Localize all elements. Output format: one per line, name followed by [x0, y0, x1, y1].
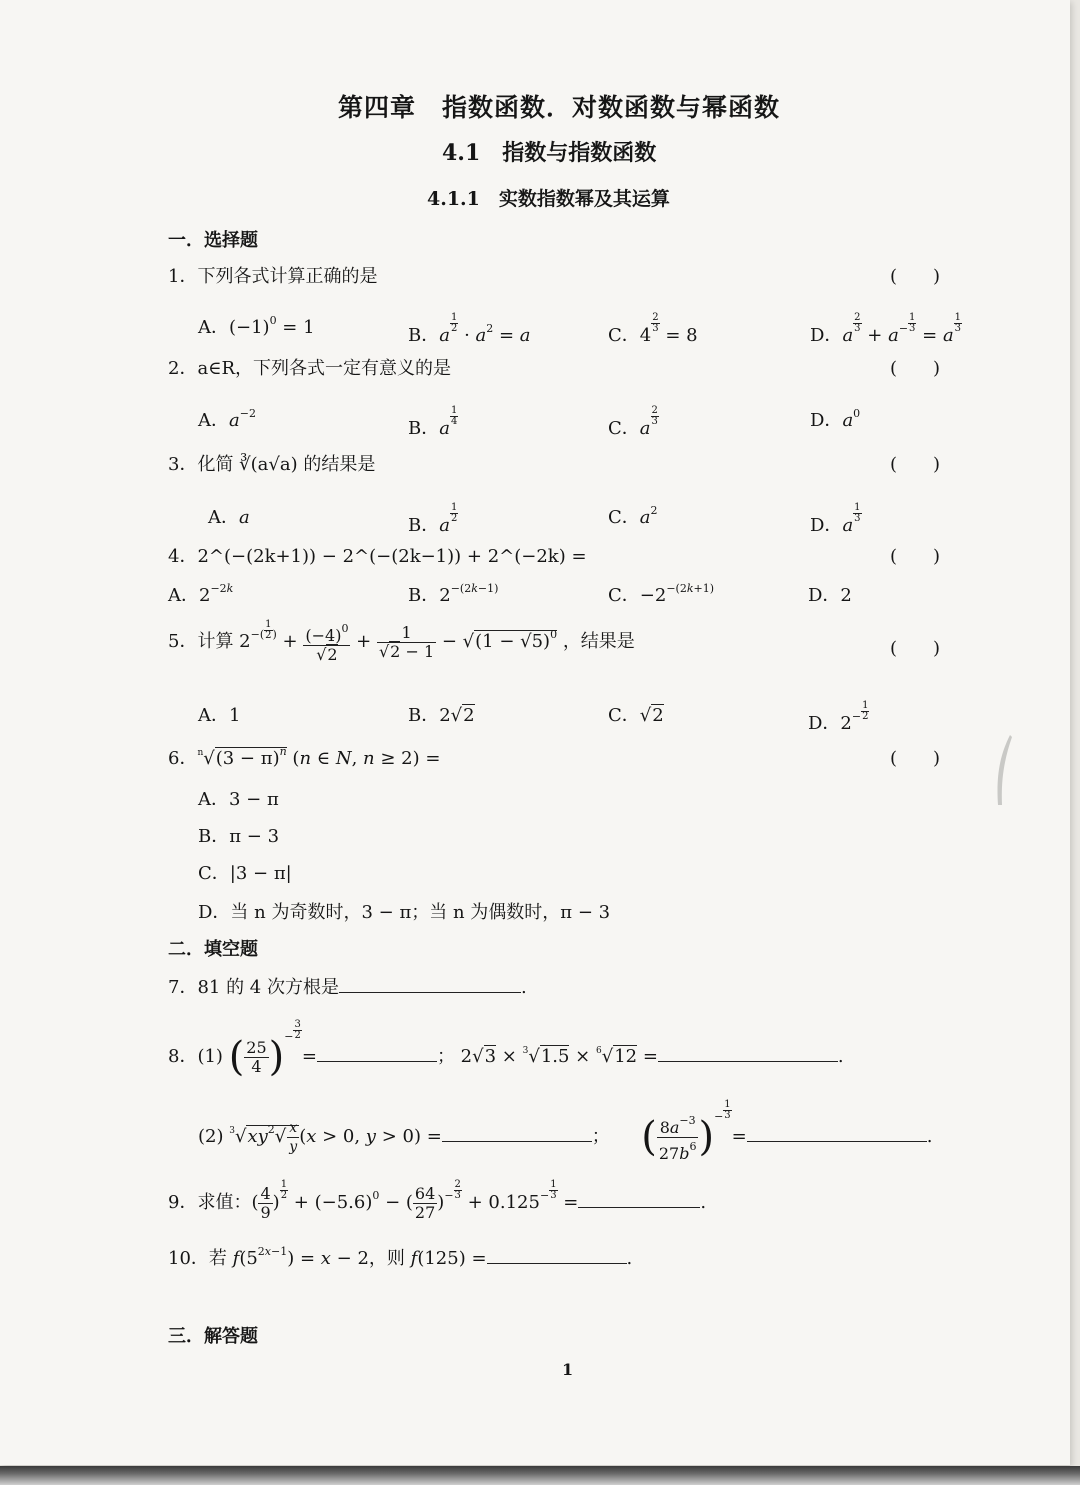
question-7-end: .	[520, 977, 527, 998]
question-7-line	[168, 973, 527, 999]
question-5-prefix: 5．计算	[168, 631, 234, 652]
question-9-line: 9．求值：( $\frac{4}{9}$ ) $\frac{1}{2}$ + $(-5.6)^0$ − ( $\frac{64}{27}$ )− $\frac{2}{3}$ + 0.125− $\frac{1}{3}$ = .	[168, 1179, 707, 1222]
question-3-option-c: C．$a^2$	[608, 504, 658, 528]
question-4-option-c: C．$-2^{-(2k+1)}$	[608, 582, 715, 606]
question-8-part-2: (2) $^3√xy^2√$ $\frac{x}{y}$ (x > 0, y > 0) = ； ( $\frac{8a^{-3}}{27b^6}$ )− $\frac{1}{3}$ = .	[198, 1099, 933, 1163]
question-10-answer-blank[interactable]	[487, 1262, 627, 1264]
question-8-2-answer-blank-b[interactable]	[747, 1140, 927, 1142]
paper-fold-mark	[992, 735, 1014, 805]
question-2-option-b: B．a $\frac{1}{4}$	[408, 405, 458, 439]
question-8-1-answer-blank-b[interactable]	[658, 1060, 838, 1062]
question-10-line: 10．若 $f(5^{2x-1}) = x - 2$，则 f(125) = .	[168, 1245, 633, 1269]
question-5-option-b: B．2√2	[408, 705, 475, 726]
question-1-answer-paren[interactable]: ( )	[890, 266, 941, 287]
question-2-answer-paren[interactable]: ( )	[890, 358, 941, 379]
question-8-sep: ；	[436, 1046, 455, 1067]
question-3-option-b: B．a $\frac{1}{2}$	[408, 502, 458, 536]
question-5-suffix: ，结果是	[562, 631, 635, 652]
question-6-option-b: B．π − 3	[198, 826, 280, 847]
question-5-answer-paren[interactable]: ( )	[890, 638, 941, 659]
question-9-end: .	[700, 1192, 707, 1213]
section-heading-fill-blank: 二．填空题	[168, 939, 258, 960]
question-8-end: .	[837, 1046, 844, 1067]
question-8-label: 8．(1)	[168, 1046, 223, 1067]
section-heading-solve: 三．解答题	[168, 1326, 258, 1347]
question-6-stem: 6．$^n√(3 - \pi)^n$ (n ∈ N, n ≥ 2) =	[168, 745, 441, 769]
question-6-option-a: A．3 − π	[198, 789, 279, 810]
question-7-stem: 7．81 的 4 次方根是	[168, 977, 339, 998]
question-10-end: .	[626, 1248, 633, 1269]
question-9-answer-blank[interactable]	[578, 1206, 700, 1208]
question-5-option-c: C．√2	[608, 705, 664, 726]
question-7-answer-blank[interactable]	[339, 991, 521, 993]
question-4-option-a: A．$2^{-2k}$	[168, 582, 234, 606]
question-3-stem: 3．化简 ∛(a√a) 的结果是	[168, 454, 376, 475]
question-8-2-answer-blank-a[interactable]	[442, 1140, 592, 1142]
question-3-option-a: A．a	[208, 507, 250, 528]
question-1-option-b: B．a $\frac{1}{2}$ · $a^2 = a$	[408, 312, 531, 346]
question-1-option-c: C．4 $\frac{2}{3}$ = 8	[608, 312, 698, 346]
question-8-1-answer-blank-a[interactable]	[317, 1060, 437, 1062]
question-6-option-d: D．当 n 为奇数时，3 − π；当 n 为偶数时，π − 3	[198, 902, 611, 923]
question-5-option-d: D．2− $\frac{1}{2}$	[808, 700, 869, 734]
question-2-option-a: A．$a^{-2}$	[198, 407, 256, 431]
question-3-answer-paren[interactable]: ( )	[890, 454, 941, 475]
section-title: 4.1 指数与指数函数	[442, 140, 657, 166]
question-1-option-a: A．$(-1)^0 = 1$	[198, 314, 315, 338]
question-5-expression: 5．计算 $2^{-( \frac{1}{2} )}$ + $\frac{(-4)^0}{√2}$ + $\frac{1}{√2 - 1}$ − $√(1 - √5)^0$ ，结果是	[168, 619, 635, 664]
question-5-option-a: A．1	[198, 705, 241, 726]
section-heading-choice: 一．选择题	[168, 230, 258, 251]
question-4-stem: 4．2^(−(2k+1)) − 2^(−(2k−1)) + 2^(−2k) =	[168, 546, 587, 567]
question-6-option-c: C．|3 − π|	[198, 863, 292, 884]
question-2-stem: 2．a∈R，下列各式一定有意义的是	[168, 358, 452, 379]
question-4-option-b: B．$2^{-(2k-1)}$	[408, 582, 499, 606]
question-2-option-d: D．$a^0$	[810, 407, 861, 431]
page-number: 1	[562, 1360, 574, 1379]
question-2-option-c: C．a $\frac{2}{3}$	[608, 405, 658, 439]
scan-bottom-edge	[0, 1466, 1080, 1485]
chapter-title: 第四章 指数函数．对数函数与幂函数	[338, 93, 781, 122]
question-1-option-d: D．a $\frac{2}{3}$ + a− $\frac{1}{3}$ = a $\frac{1}{3}$	[810, 312, 962, 346]
question-6-answer-paren[interactable]: ( )	[890, 748, 941, 769]
question-4-answer-paren[interactable]: ( )	[890, 546, 941, 567]
question-1-stem: 1．下列各式计算正确的是	[168, 266, 378, 287]
question-3-option-d: D．a $\frac{1}{3}$	[810, 502, 861, 536]
question-8-part-1: 8．(1) ( $\frac{25}{4}$ )− $\frac{3}{2}$ = ； 2√3 × $^3$√1.5 × $^6$√12 = .	[168, 1019, 844, 1080]
subsection-title: 4.1.1 实数指数幂及其运算	[427, 188, 670, 210]
question-4-option-d: D．2	[808, 585, 852, 606]
question-8-label-2: (2)	[198, 1126, 224, 1147]
